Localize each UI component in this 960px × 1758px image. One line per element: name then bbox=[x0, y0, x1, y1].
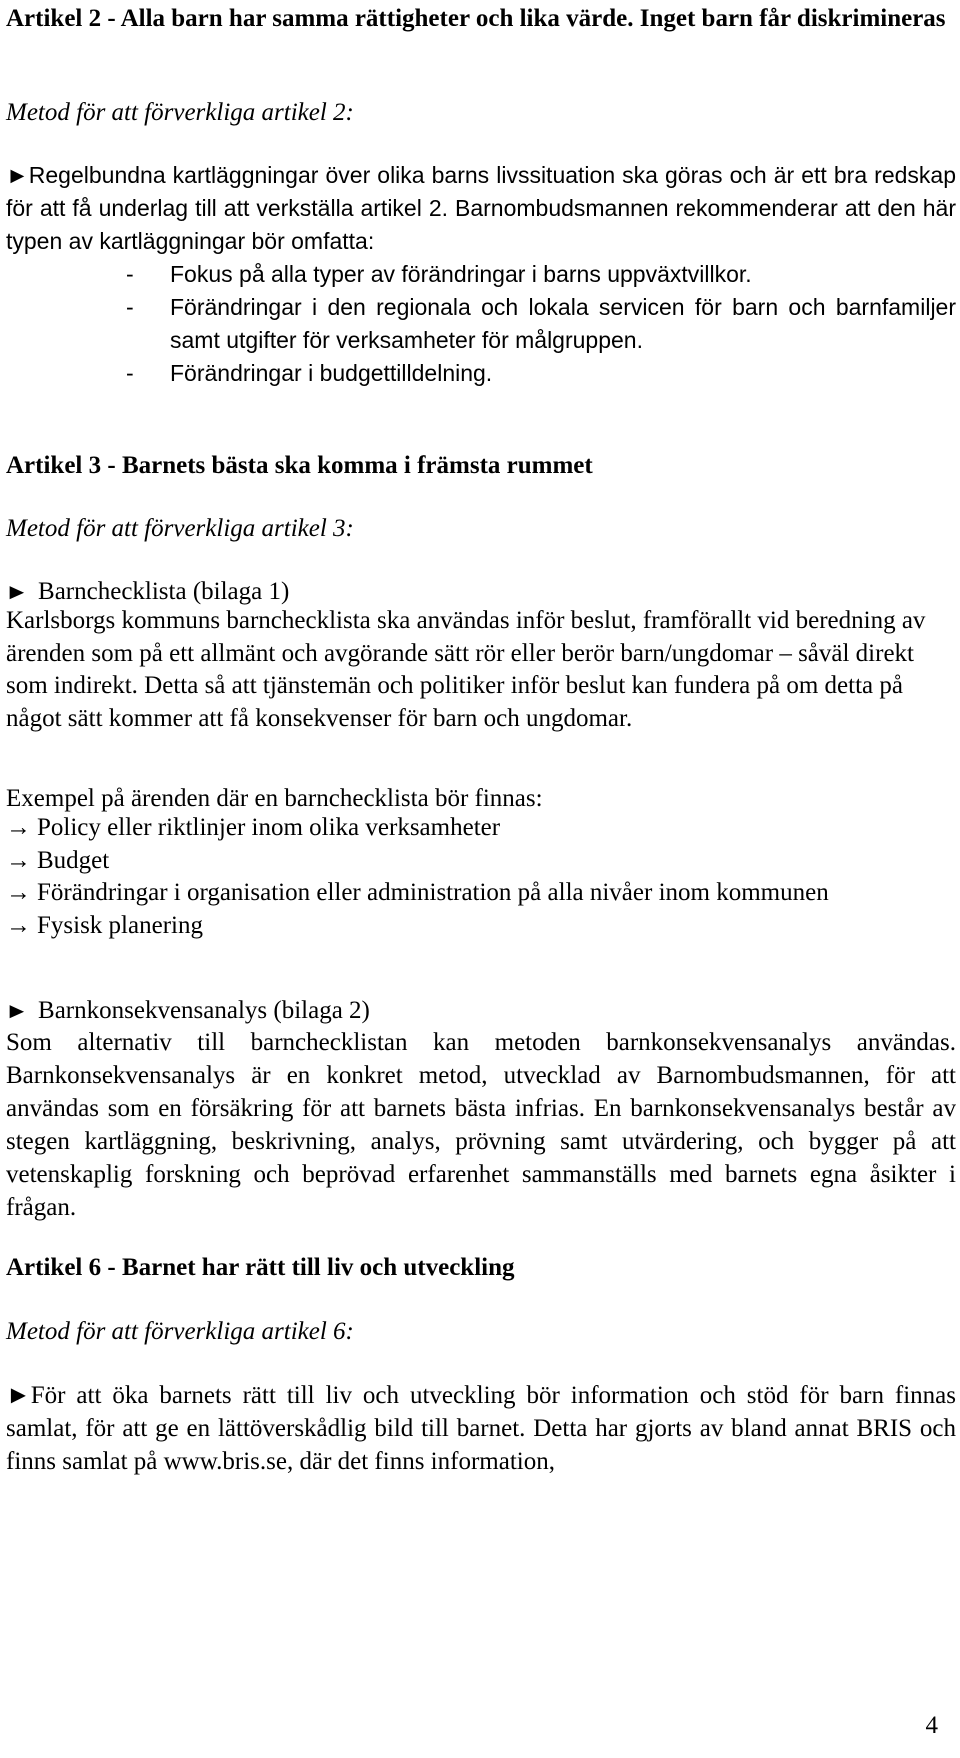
article-3-method-label: Metod för att förverkliga artikel 3: bbox=[6, 515, 354, 542]
list-item-text: Policy eller riktlinjer inom olika verksamheter bbox=[37, 814, 501, 841]
bullet-triangle-icon: ► bbox=[4, 998, 29, 1023]
article-6-method-label: Metod för att förverkliga artikel 6: bbox=[6, 1318, 354, 1345]
article-6-text-body: För att öka barnets rätt till liv och utveckling bör information och stöd för barn finnas samlat, för att ge en lättöverskådlig bild till barnet. Detta har gjorts av bland annat BRIS och finns samlat på www.bris.se, där det finns information, bbox=[6, 1382, 956, 1475]
arrow-right-icon: → bbox=[6, 879, 31, 906]
bullet-triangle-icon: ► bbox=[4, 579, 29, 604]
list-item bbox=[6, 877, 956, 910]
dash-marker: - bbox=[126, 261, 134, 287]
examples-intro: Exempel på ärenden där en barnchecklista bör finnas: bbox=[6, 785, 543, 812]
examples-list bbox=[6, 812, 956, 942]
article-6-heading: Artikel 6 - Barnet har rätt till liv och utveckling bbox=[6, 1254, 515, 1281]
page-number: 4 bbox=[925, 1712, 938, 1739]
arrow-right-icon: → bbox=[6, 846, 31, 874]
article-2-heading: Artikel 2 - Alla barn har samma rättigheter och lika värde. Inget barn får diskrimineras bbox=[6, 5, 946, 32]
article-2-method-label: Metod för att förverkliga artikel 2: bbox=[6, 99, 354, 126]
list-item bbox=[0, 291, 956, 357]
article-2-dash-list bbox=[0, 258, 956, 390]
list-item-text: Fysisk planering bbox=[37, 911, 203, 939]
list-item bbox=[0, 357, 956, 390]
list-item-text: Budget bbox=[37, 846, 110, 874]
checklist-title bbox=[6, 576, 956, 609]
checklist-text: Karlsborgs kommuns barnchecklista ska användas inför beslut, framförallt vid beredning av ärenden som på ett allmänt och avgörande sätt rör eller berör barn/ungdomar – såväl direkt som indirekt. Detta så att tjänstemän och politiker inför beslut kan fundera på om detta på något sätt kommer att få konsekvenser för barn och ungdomar. bbox=[6, 607, 926, 732]
article-6-text bbox=[6, 1379, 956, 1478]
arrow-right-icon: → bbox=[6, 911, 31, 939]
list-item bbox=[6, 812, 956, 845]
analysis-title bbox=[6, 995, 956, 1028]
list-item-text: Förändringar i organisation eller administration på alla nivåer inom kommunen bbox=[37, 879, 829, 906]
bullet-triangle-icon: ► bbox=[6, 162, 29, 188]
dash-marker: - bbox=[126, 360, 134, 386]
list-item bbox=[6, 910, 956, 943]
dash-marker: - bbox=[126, 294, 134, 320]
list-item-text: Fokus på alla typer av förändringar i barns uppväxtvillkor. bbox=[170, 261, 752, 287]
arrow-right-icon: → bbox=[6, 814, 31, 841]
analysis-text: Som alternativ till barnchecklistan kan metoden barnkonsekvensanalys användas. Barnkonsekvensanalys är en konkret metod, utvecklad av Barnombudsmannen, för att användas som en försäkring för att barnets bästa infrias. En barnkonsekvensanalys består av stegen kartläggning, beskrivning, analys, prövning samt utvärdering, och bygger på att vetenskaplig forskning och beprövad erfarenhet sammanställs med barnets egna åsikter i frågan. bbox=[6, 1029, 956, 1221]
bullet-triangle-icon: ► bbox=[6, 1382, 31, 1409]
article-3-heading: Artikel 3 - Barnets bästa ska komma i främsta rummet bbox=[6, 452, 593, 479]
list-item-text: Förändringar i den regionala och lokala servicen för barn och barnfamiljer samt utgifter för verksamheter för målgruppen. bbox=[170, 294, 956, 353]
list-item bbox=[0, 258, 956, 291]
checklist-title-text: Barnchecklista (bilaga 1) bbox=[38, 578, 290, 605]
list-item bbox=[6, 845, 956, 878]
analysis-title-text: Barnkonsekvensanalys (bilaga 2) bbox=[38, 997, 370, 1024]
article-2-intro-text: Regelbundna kartläggningar över olika barns livssituation ska göras och är ett bra redskap för att få underlag till att verkställa artikel 2. Barnombudsmannen rekommenderar att den här typen av kartläggningar bör omfatta: bbox=[6, 162, 956, 254]
article-2-intro bbox=[6, 159, 956, 258]
list-item-text: Förändringar i budgettilldelning. bbox=[170, 360, 493, 386]
